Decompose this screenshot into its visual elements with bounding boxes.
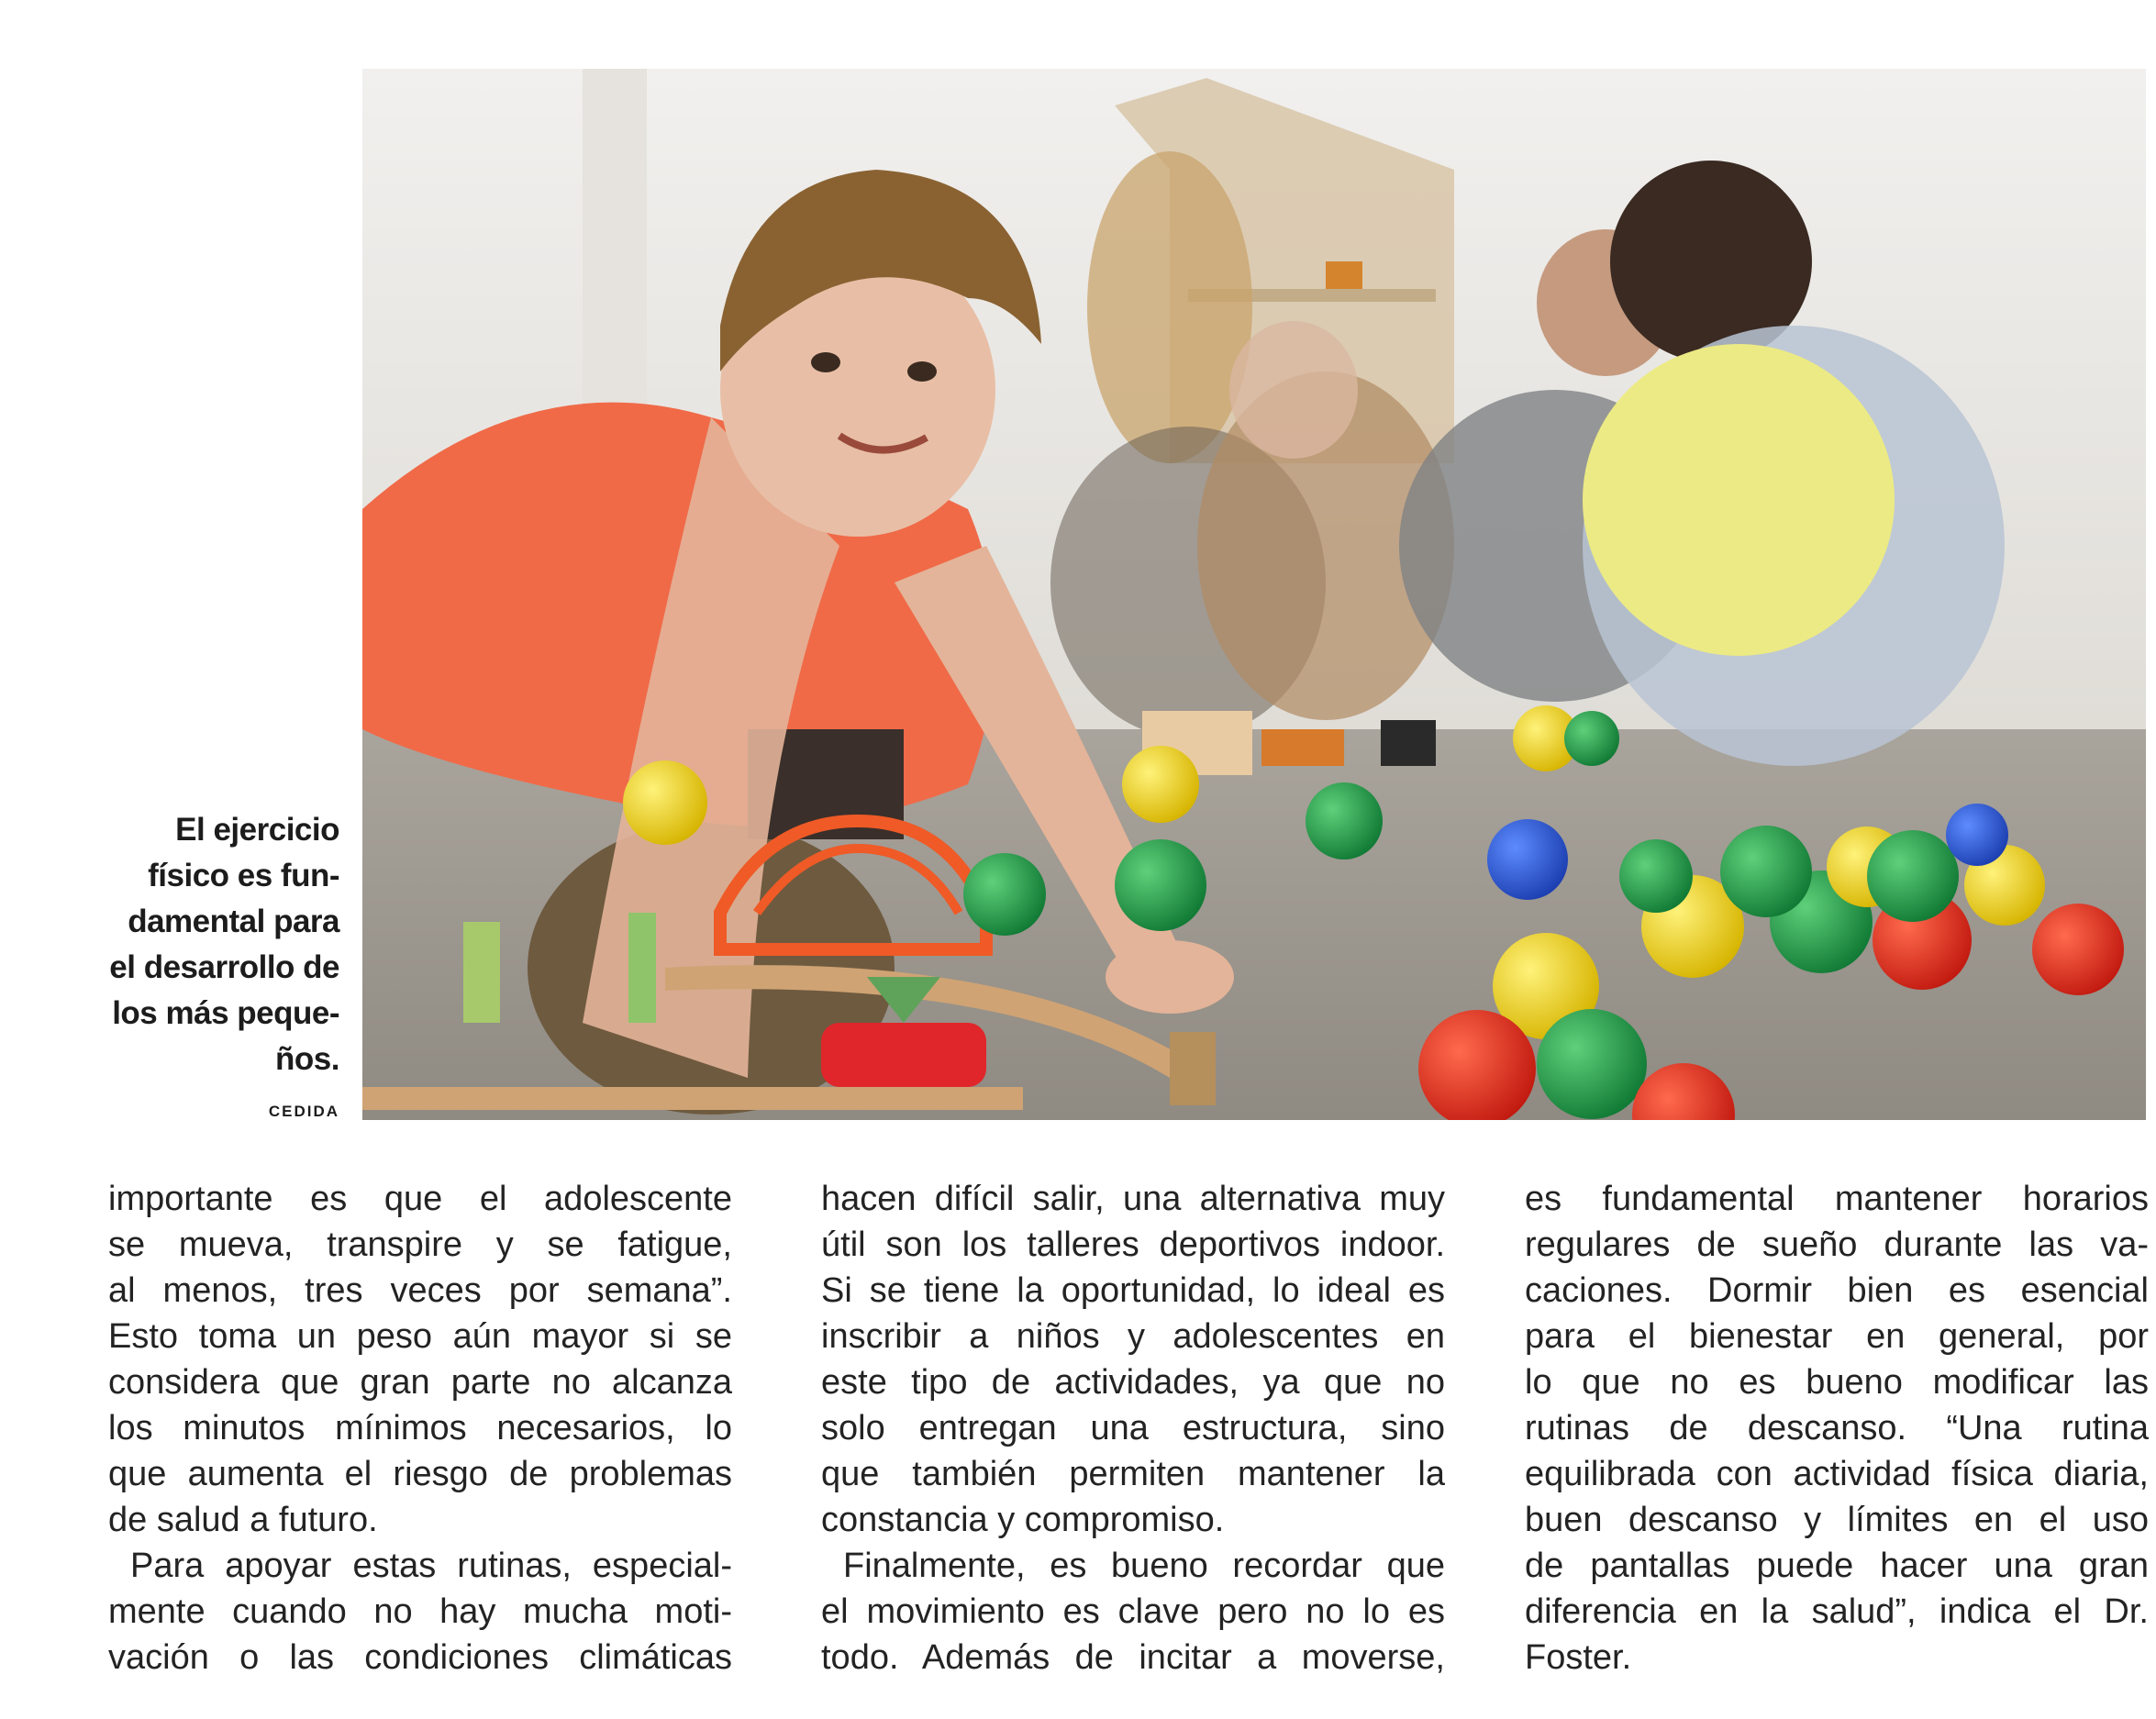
text-line: importante es que el adolescente [108,1180,732,1218]
caption-line: damental para [128,904,339,939]
text-line: lo que no es bueno modificar las [1525,1363,2149,1402]
text-line: mente cuando no hay mucha moti- [108,1592,732,1631]
text-line: de salud a futuro. [108,1501,378,1539]
text-line: rutinas de descanso. “Una rutina [1525,1409,2149,1447]
text-line: caciones. Dormir bien es esencial [1525,1271,2149,1310]
text-line: solo entregan una estructura, sino [821,1409,1445,1447]
text-line: equilibrada con actividad física diaria, [1525,1455,2149,1493]
text-line: buen descanso y límites en el uso [1525,1501,2149,1539]
text-line: regulares de sueño durante las va- [1525,1225,2149,1264]
text-line: que aumenta el riesgo de problemas [108,1455,732,1493]
text-line: hacen difícil salir, una alternativa muy [821,1180,1445,1218]
caption-line: El ejercicio [175,812,339,848]
article-column-2 [821,1176,1445,1680]
article-photo [362,69,2146,1120]
text-line: constancia y compromiso. [821,1501,1225,1539]
caption-line: físico es fun- [148,858,339,893]
text-line: al menos, tres veces por semana”. [108,1271,732,1310]
photo-credit: CEDIDA [268,1103,339,1120]
caption-line: los más peque- [112,995,339,1031]
caption-line: ños. [275,1041,339,1077]
article-column-1 [108,1176,732,1680]
caption-line: el desarrollo de [109,949,339,985]
text-line: vación o las condiciones climáticas [108,1638,732,1677]
children-playing-illustration [362,69,2146,1120]
text-line: diferencia en la salud”, indica el Dr. [1525,1592,2149,1631]
text-line: Finalmente, es bueno recordar que [843,1547,1445,1585]
article-column-3 [1525,1176,2149,1680]
text-line: inscribir a niños y adolescentes en [821,1317,1445,1356]
text-line: Si se tiene la oportunidad, lo ideal es [821,1271,1445,1310]
text-line: el movimiento es clave pero no lo es [821,1592,1445,1631]
text-line: considera que gran parte no alcanza [108,1363,732,1402]
text-line: para el bienestar en general, por [1525,1317,2149,1356]
text-line: útil son los talleres deportivos indoor. [821,1225,1445,1264]
text-line: Esto toma un peso aún mayor si se [108,1317,732,1356]
text-line: de pantallas puede hacer una gran [1525,1547,2149,1585]
text-line: Foster. [1525,1638,1632,1677]
text-line: los minutos mínimos necesarios, lo [108,1409,732,1447]
text-line: Para apoyar estas rutinas, especial- [130,1547,732,1585]
text-line: todo. Además de incitar a moverse, [821,1638,1445,1677]
text-line: este tipo de actividades, ya que no [821,1363,1445,1402]
text-line: es fundamental mantener horarios [1525,1180,2149,1218]
text-line: que también permiten mantener la [821,1455,1445,1493]
text-line: se mueva, transpire y se fatigue, [108,1225,732,1264]
photo-caption [73,807,339,1082]
